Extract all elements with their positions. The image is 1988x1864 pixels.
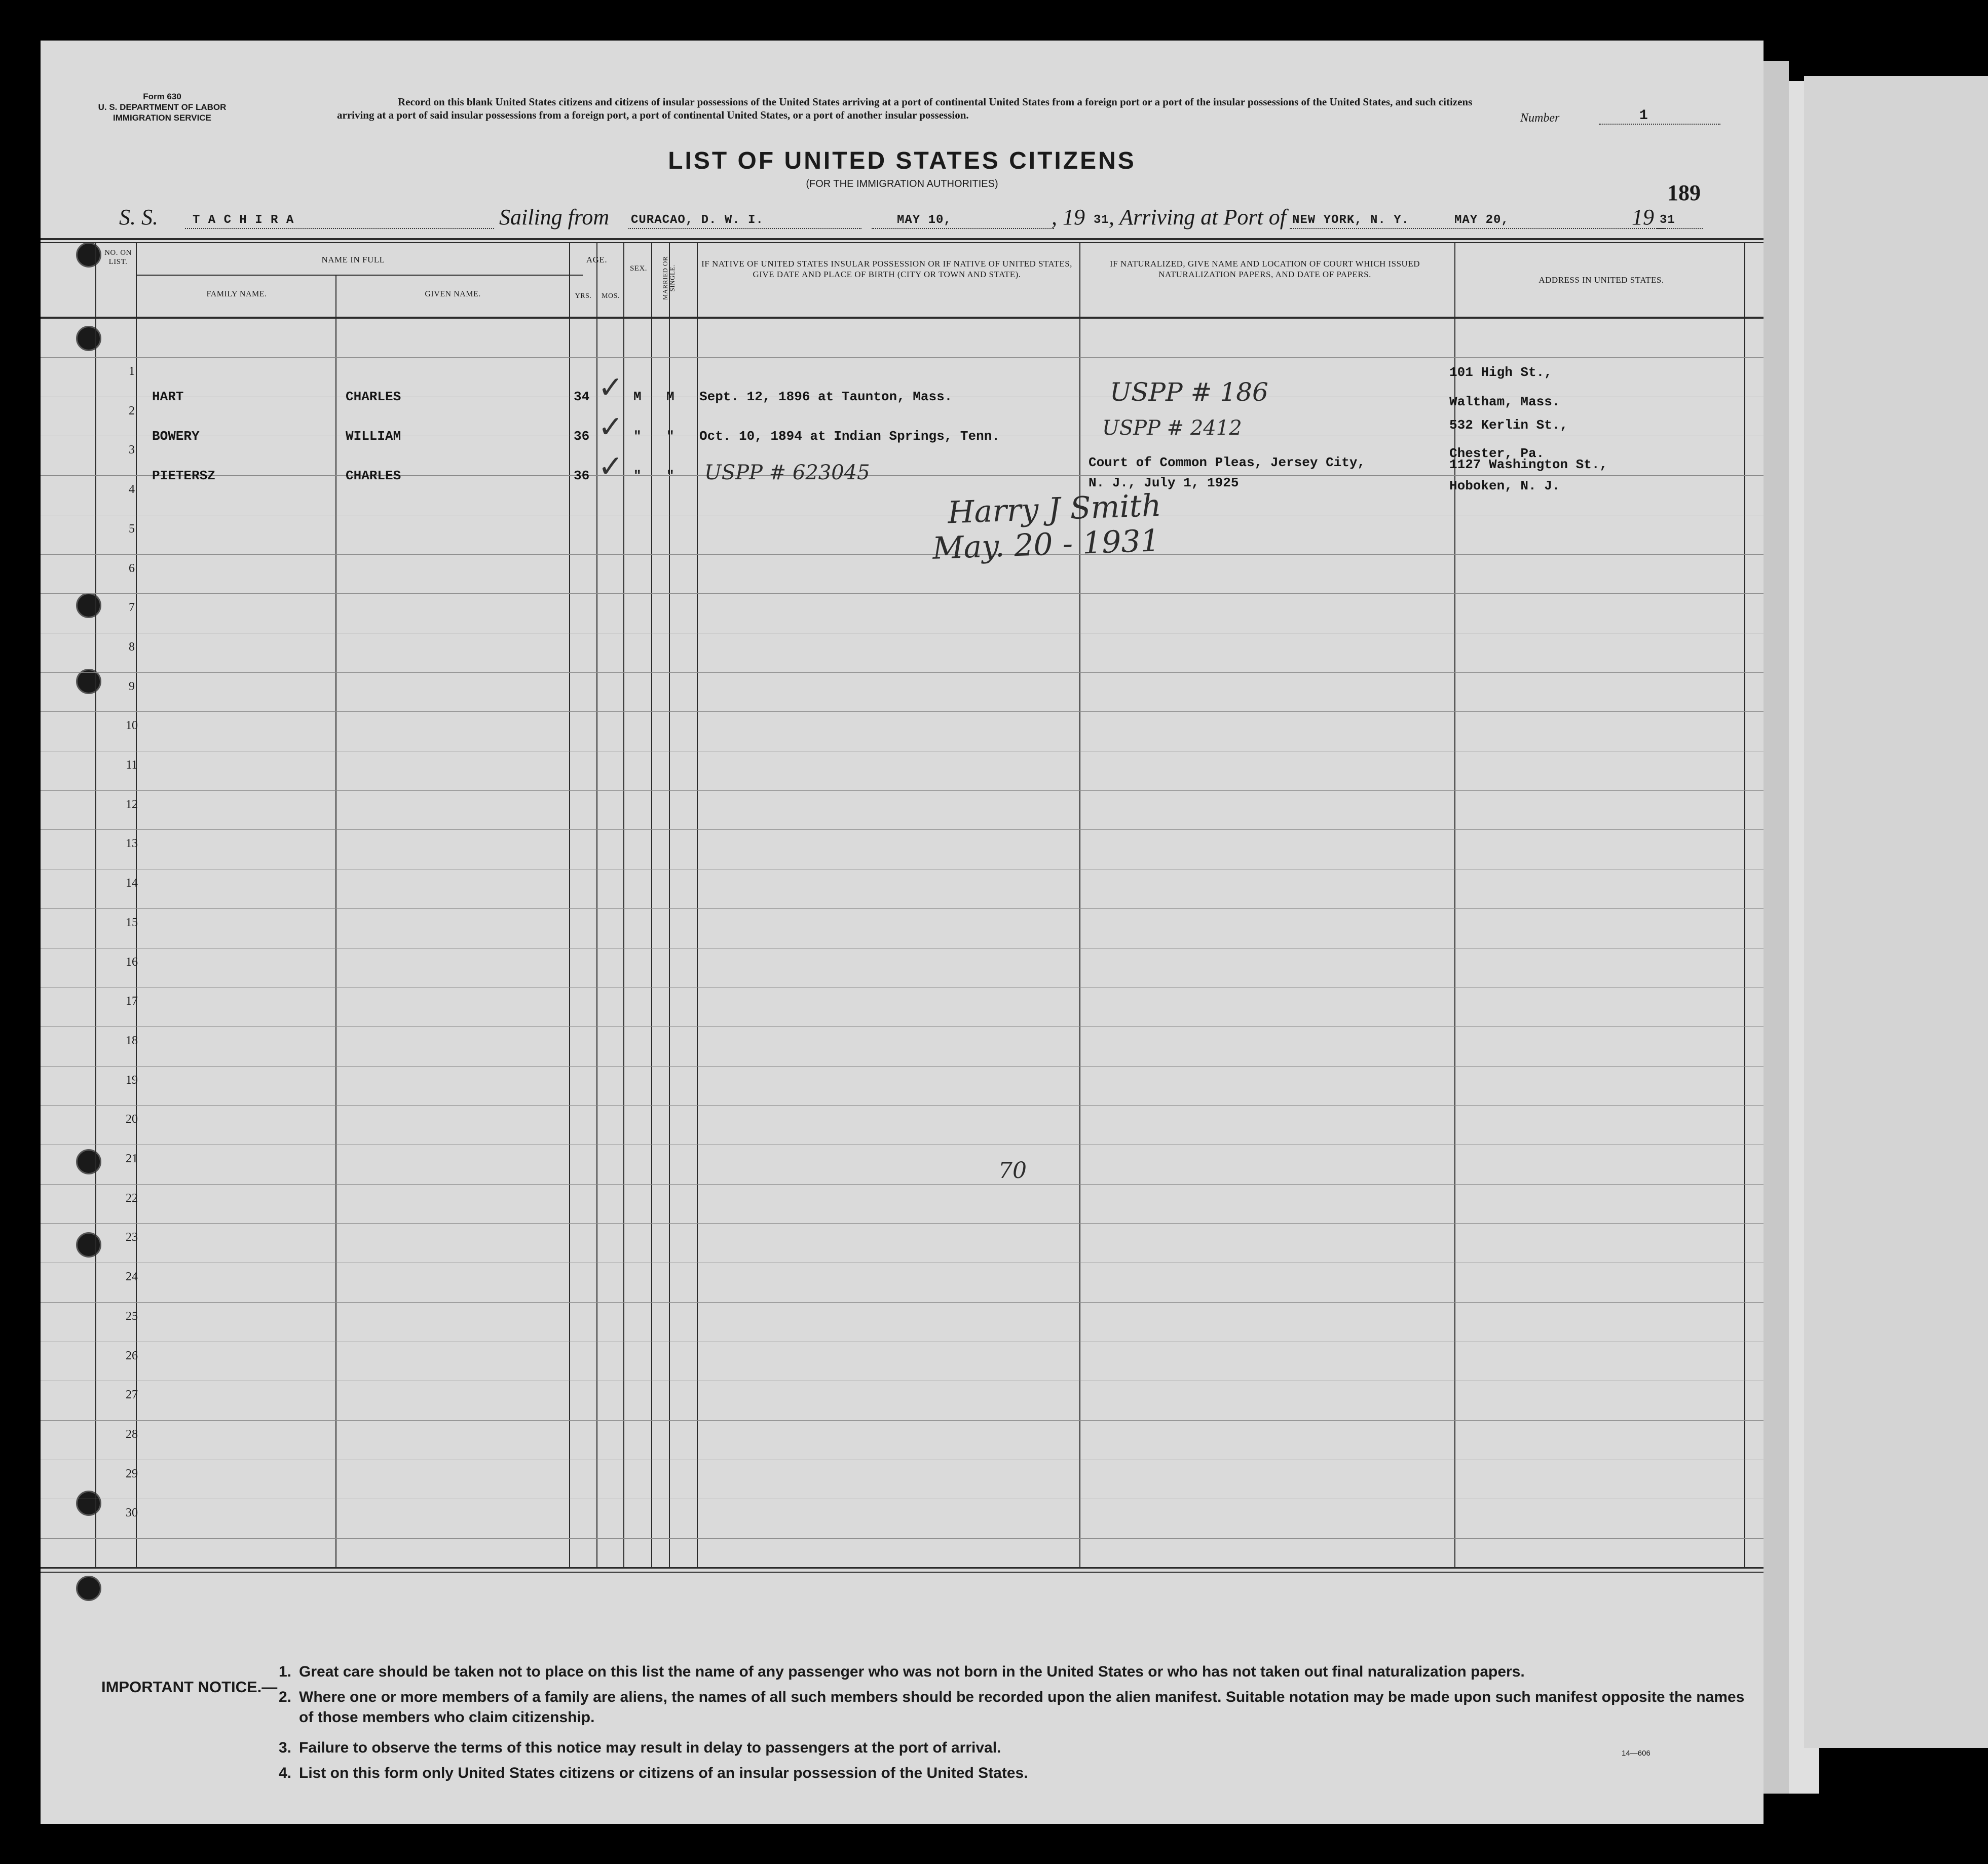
- binder-hole: [76, 1149, 101, 1174]
- signature-date: May. 20 - 1931: [931, 523, 1160, 566]
- manifest-page: [41, 41, 1764, 1824]
- row-2-age-years: 36: [574, 429, 590, 444]
- binder-hole: [76, 326, 101, 351]
- head-mid-rule: [137, 275, 583, 276]
- row-rule: [41, 554, 1764, 555]
- column-rule: [335, 275, 336, 1568]
- binder-hole: [76, 1576, 101, 1601]
- row-1-family-name: HART: [152, 389, 184, 404]
- column-rule: [95, 243, 96, 1568]
- col-naturalized: IF NATURALIZED, GIVE NAME AND LOCATION OF COURT WHICH ISSUED NATURALIZATION PAPERS, AND DATE OF PAPERS.: [1109, 259, 1420, 279]
- notice-title: IMPORTANT NOTICE.—: [101, 1678, 278, 1696]
- col-age: AGE.: [586, 255, 608, 264]
- row-number: 12: [126, 798, 138, 811]
- col-family-name: FAMILY NAME.: [206, 290, 267, 298]
- inspector-signature: Harry J Smith: [947, 487, 1162, 531]
- row-3-age-years: 36: [574, 468, 590, 483]
- form-number: Form 630: [143, 92, 181, 101]
- sailing-port-line: [628, 228, 861, 229]
- row-rule: [41, 593, 1764, 594]
- notice-item-number: 4.: [279, 1765, 292, 1781]
- row-1-age-years: 34: [574, 389, 590, 404]
- table-top-rule-2: [41, 242, 1764, 243]
- ship-name-line: [185, 228, 494, 229]
- column-rule: [1079, 243, 1080, 1568]
- table-top-rule: [41, 238, 1764, 240]
- form-code: 14—606: [1622, 1749, 1651, 1758]
- col-given-name: GIVEN NAME.: [425, 290, 481, 298]
- notice-item-number: 2.: [279, 1689, 292, 1705]
- binder-hole: [76, 593, 101, 618]
- row-number: 21: [126, 1152, 138, 1165]
- row-3-given-name: CHARLES: [346, 468, 401, 483]
- row-number: 9: [129, 680, 135, 693]
- row-rule: [41, 1105, 1764, 1106]
- sailing-date: MAY 10,: [897, 213, 952, 227]
- row-2-family-name: BOWERY: [152, 429, 200, 444]
- row-number: 16: [126, 956, 138, 969]
- column-rule: [596, 243, 597, 1568]
- column-rule: [1744, 243, 1745, 1568]
- row-1-passport-note: USPP # 186: [1110, 377, 1268, 407]
- page-number: 189: [1667, 180, 1701, 205]
- row-1-given-name: CHARLES: [346, 389, 401, 404]
- sailing-port: CURACAO, D. W. I.: [631, 213, 764, 227]
- row-2-address-line-1: 532 Kerlin St.,: [1449, 417, 1568, 433]
- row-number: 6: [129, 562, 135, 575]
- row-number: 22: [126, 1192, 138, 1205]
- row-rule: [41, 829, 1764, 830]
- binder-hole: [76, 242, 101, 268]
- row-3-court-line-1: Court of Common Pleas, Jersey City,: [1089, 455, 1366, 470]
- row-rule: [41, 1026, 1764, 1027]
- page-title: LIST OF UNITED STATES CITIZENS: [668, 147, 1136, 174]
- row-3-family-name: PIETERSZ: [152, 468, 215, 483]
- col-married-or-single: MARRIED OR SINGLE.: [661, 256, 676, 300]
- row-rule: [41, 475, 1764, 476]
- row-number: 8: [129, 640, 135, 654]
- form-instructions: Record on this blank United States citizens and citizens of insular possessions of the United States arriving at a port of continental United States from a foreign port or a port of the insular possessions of the United States, and such citizens arriving at a port of said insular possessions from a foreign port, a port of continental United States, or a port of another insular possession.: [337, 96, 1473, 121]
- row-number: 11: [126, 758, 138, 772]
- row-rule: [41, 1420, 1764, 1421]
- col-birth: IF NATIVE OF UNITED STATES INSULAR POSSESSION OR IF NATIVE OF UNITED STATES, GIVE DATE AND PLACE OF BIRTH (CITY OR TOWN AND STATE).: [701, 259, 1072, 279]
- row-1-marital: M: [666, 389, 674, 404]
- sailing-date-line: [872, 228, 1054, 229]
- notice-item: [279, 1662, 1748, 1682]
- page-subtitle: (FOR THE IMMIGRATION AUTHORITIES): [806, 178, 998, 189]
- row-3-address-line-1: 1127 Washington St.,: [1449, 457, 1608, 472]
- notice-item-text: List on this form only United States citizens or citizens of an insular possession of the United States.: [299, 1765, 1028, 1781]
- column-rule: [651, 243, 652, 1568]
- ss-label: S. S.: [119, 205, 158, 230]
- binder-hole: [76, 1491, 101, 1516]
- row-1-sex: M: [633, 389, 642, 404]
- notice-item-number: 1.: [279, 1663, 292, 1680]
- ship-name: T A C H I R A: [193, 213, 294, 227]
- row-number: 26: [126, 1349, 138, 1362]
- notice-item-number: 3.: [279, 1739, 292, 1756]
- col-yrs: YRS.: [575, 292, 592, 300]
- underlying-page: [1804, 76, 1988, 1748]
- row-number: 10: [126, 719, 138, 732]
- row-number: 18: [126, 1034, 138, 1047]
- notice-item: [279, 1687, 1748, 1728]
- arrival-year-prefix: 19: [1632, 205, 1654, 230]
- row-number: 28: [126, 1428, 138, 1441]
- form-id-block: [76, 91, 248, 123]
- column-rule: [569, 243, 570, 1568]
- col-sex: SEX.: [629, 264, 648, 273]
- voyage-line: [41, 204, 1764, 234]
- row-number: 14: [126, 877, 138, 890]
- row-number: 7: [129, 601, 135, 614]
- row-1-birth: Sept. 12, 1896 at Taunton, Mass.: [699, 389, 953, 404]
- check-mark-icon: ✓: [598, 449, 624, 484]
- check-mark-icon: ✓: [598, 409, 624, 445]
- row-number: 3: [129, 443, 135, 457]
- row-number: 30: [126, 1506, 138, 1519]
- row-number: 4: [129, 483, 135, 496]
- row-3-address-line-2: Hoboken, N. J.: [1449, 478, 1560, 493]
- arriving-label: , Arriving at Port of: [1109, 205, 1286, 230]
- row-rule: [41, 357, 1764, 358]
- row-rule: [41, 1223, 1764, 1224]
- row-2-address-line-2: Chester, Pa.: [1449, 446, 1545, 461]
- row-1-address-line-2: Waltham, Mass.: [1449, 394, 1560, 409]
- row-2-marital: ": [666, 429, 674, 444]
- row-rule: [41, 1184, 1764, 1185]
- notice-item: [279, 1763, 1748, 1783]
- col-mos: MOS.: [602, 292, 620, 300]
- table-bottom-rule: [41, 1567, 1764, 1569]
- row-rule: [41, 711, 1764, 712]
- row-number: 29: [126, 1467, 138, 1480]
- column-rule: [136, 243, 137, 1568]
- row-number: 20: [126, 1113, 138, 1126]
- arrival-date: MAY 20,: [1454, 213, 1509, 227]
- row-2-given-name: WILLIAM: [346, 429, 401, 444]
- row-number: 27: [126, 1388, 138, 1401]
- notice-item-text: Great care should be taken not to place on this list the name of any passenger who was not born in the United States or who has not taken out final naturalization papers.: [299, 1663, 1525, 1680]
- sailing-year: 31: [1094, 213, 1109, 227]
- row-number: 1: [129, 365, 135, 378]
- number-value: 1: [1599, 108, 1720, 125]
- row-number: 13: [126, 837, 138, 850]
- number-label: Number: [1520, 111, 1560, 125]
- row-number: 15: [126, 916, 138, 929]
- row-2-passport-note: USPP # 2412: [1102, 416, 1242, 440]
- row-rule: [41, 1302, 1764, 1303]
- col-name-in-full: NAME IN FULL: [321, 255, 385, 264]
- column-rule: [1454, 243, 1455, 1568]
- col-address: ADDRESS IN UNITED STATES.: [1539, 275, 1664, 285]
- column-rule: [623, 243, 624, 1568]
- row-rule: [41, 1538, 1764, 1539]
- binder-hole: [76, 1232, 101, 1258]
- arrival-year-line: [1657, 228, 1703, 229]
- row-3-marital: ": [666, 468, 674, 483]
- notice-item: [279, 1738, 1748, 1758]
- row-3-sex: ": [633, 468, 642, 483]
- arrival-port-line: [1290, 228, 1665, 229]
- row-number: 24: [126, 1270, 138, 1283]
- col-no-on-list: NO. ON LIST.: [104, 249, 132, 266]
- row-number: 25: [126, 1310, 138, 1323]
- table-bottom-rule-2: [41, 1572, 1764, 1573]
- row-3-passport-note: USPP # 623045: [704, 461, 870, 484]
- column-rule: [697, 243, 698, 1568]
- arrival-port: NEW YORK, N. Y.: [1292, 213, 1410, 227]
- row-2-sex: ": [633, 429, 642, 444]
- sailing-label: Sailing from: [499, 205, 610, 230]
- row-number: 5: [129, 522, 135, 536]
- check-mark-icon: ✓: [598, 370, 624, 405]
- department: U. S. DEPARTMENT OF LABOR: [98, 102, 227, 112]
- row-rule: [41, 672, 1764, 673]
- row-2-birth: Oct. 10, 1894 at Indian Springs, Tenn.: [699, 429, 1000, 444]
- row-number: 17: [126, 995, 138, 1008]
- row-number: 19: [126, 1074, 138, 1087]
- arrival-year: 31: [1660, 213, 1675, 227]
- notice-item-text: Where one or more members of a family are aliens, the names of all such members should be recorded upon the alien manifest. Suitable notation may be made upon such manifest opposite the names of those members who claim citizenship.: [299, 1689, 1745, 1726]
- head-bottom-rule: [41, 317, 1764, 319]
- row-number: 2: [129, 404, 135, 417]
- notice-item-text: Failure to observe the terms of this notice may result in delay to passengers at the port of arrival.: [299, 1739, 1001, 1756]
- service: IMMIGRATION SERVICE: [113, 113, 211, 123]
- row-rule: [41, 1066, 1764, 1067]
- margin-note: 70: [998, 1158, 1027, 1184]
- row-number: 23: [126, 1231, 138, 1244]
- row-1-address-line-1: 101 High St.,: [1449, 365, 1552, 380]
- row-3-court-line-2: N. J., July 1, 1925: [1089, 475, 1239, 490]
- row-rule: [41, 790, 1764, 791]
- row-rule: [41, 908, 1764, 909]
- sailing-year-prefix: , 19: [1052, 205, 1085, 230]
